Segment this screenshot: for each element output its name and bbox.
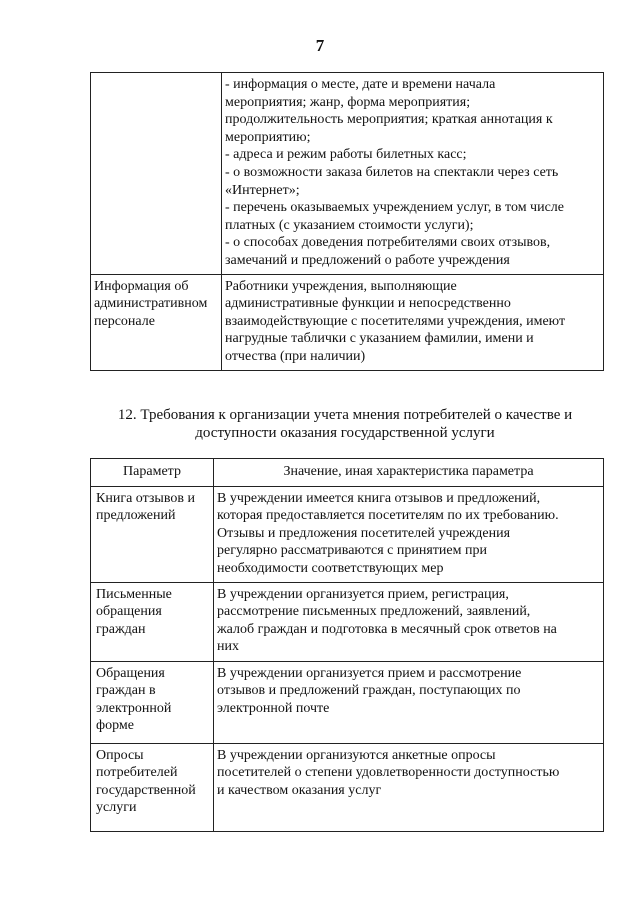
- value-line: жалоб граждан и подготовка в месячный срок ответов на: [217, 621, 557, 637]
- value-line: замечаний и предложений о работе учреждения: [225, 252, 510, 268]
- value-line: «Интернет»;: [225, 182, 300, 198]
- value-line: В учреждении имеется книга отзывов и предложений,: [217, 490, 541, 506]
- value-line: и качеством оказания услуг: [217, 782, 382, 798]
- value-cell: [214, 661, 604, 743]
- param-cell: Информация об административном персонале: [91, 274, 222, 370]
- section-heading: [90, 406, 600, 442]
- value-line: платных (с указанием стоимости услуги);: [225, 217, 474, 233]
- value-line: взаимодействующие с посетителями учреждения, имеют: [225, 313, 566, 329]
- value-line: отзывов и предложений граждан, поступающих по: [217, 683, 521, 699]
- param-cell: Книга отзывов и предложений: [91, 486, 214, 582]
- page-number: 7: [315, 36, 325, 55]
- table-row: [91, 274, 604, 370]
- value-line: административные функции и непосредственно: [225, 296, 511, 312]
- value-line: нагрудные таблички с указанием фамилии, имени и: [225, 331, 534, 347]
- value-line: - о способах доведения потребителями своих отзывов,: [225, 235, 551, 251]
- value-line: - перечень оказываемых учреждением услуг, в том числе: [225, 200, 564, 216]
- value-line: Работники учреждения, выполняющие: [225, 278, 457, 294]
- value-line: которая предоставляется посетителям по их требованию.: [217, 508, 559, 524]
- param-cell: [91, 73, 222, 275]
- value-line: отчества (при наличии): [225, 348, 366, 364]
- table-row: [91, 486, 604, 582]
- value-line: - информация о месте, дате и времени начала: [225, 77, 496, 92]
- table-row: [91, 661, 604, 743]
- value-line: рассмотрение письменных предложений, заявлений,: [217, 604, 531, 620]
- value-line: необходимости соответствующих мер: [217, 560, 444, 576]
- value-line: электронной почте: [217, 700, 330, 716]
- value-line: В учреждении организуется прием и рассмотрение: [217, 665, 522, 681]
- param-cell: Обращения граждан в электронной форме: [91, 661, 214, 743]
- section-heading-line: доступности оказания государственной услуги: [195, 425, 495, 441]
- value-line: мероприятию;: [225, 129, 311, 145]
- param-cell: Опросы потребителей государственной услуги: [91, 743, 214, 831]
- value-line: посетителей о степени удовлетворенности доступностью: [217, 765, 560, 781]
- value-cell: [222, 274, 604, 370]
- value-line: В учреждении организуются анкетные опросы: [217, 747, 496, 763]
- info-table: [90, 72, 604, 371]
- feedback-table: [90, 458, 604, 832]
- table-row: [91, 743, 604, 831]
- table-row: [91, 582, 604, 661]
- column-header-value: Значение, иная характеристика параметра: [214, 459, 604, 487]
- column-header-param: Параметр: [91, 459, 214, 487]
- value-cell: [222, 73, 604, 275]
- value-cell: [214, 582, 604, 661]
- table-row: [91, 73, 604, 275]
- value-cell: [214, 486, 604, 582]
- table-header-row: [91, 459, 604, 487]
- value-line: В учреждении организуется прием, регистрация,: [217, 586, 509, 602]
- value-line: регулярно рассматриваются с принятием при: [217, 543, 487, 559]
- param-cell: Письменные обращения граждан: [91, 582, 214, 661]
- value-line: них: [217, 639, 239, 655]
- section-heading-line: 12. Требования к организации учета мнения потребителей о качестве и: [117, 407, 573, 423]
- value-line: Отзывы и предложения посетителей учреждения: [217, 525, 511, 541]
- value-line: - о возможности заказа билетов на спектакли через сеть: [225, 164, 559, 180]
- value-line: продолжительность мероприятия; краткая аннотация к: [225, 112, 553, 128]
- value-cell: [214, 743, 604, 831]
- value-line: - адреса и режим работы билетных касс;: [225, 147, 467, 163]
- value-line: мероприятия; жанр, форма мероприятия;: [225, 94, 471, 110]
